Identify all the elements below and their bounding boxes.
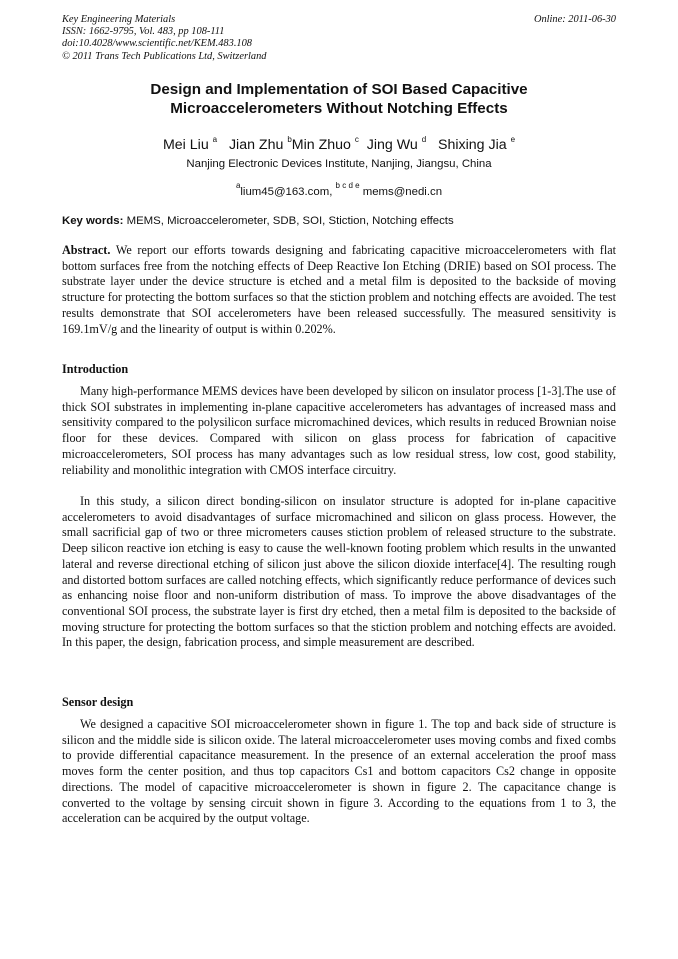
author-name: Jing Wu: [366, 137, 418, 153]
paragraph: We designed a capacitive SOI microaccelerometer shown in figure 1. The top and back side of structure is silicon and the middle side is silicon oxide. The lateral microaccelerometer uses moving combs and fixed combs to provide differential capacitance measurement. In the presence of an external acceleration the proof mass moves form the center position, and thus top capacitors Cs1 and bottom capacitors Cs2 change in opposite directions. The model of capacitive microaccelerometer is shown in figure 2. The capacitance change is converted to the voltage by sensing circuit shown in figure 3. According to the equations from 1 to 3, the acceleration can be acquired by the output voltage.: [62, 717, 616, 826]
title-line-1: Design and Implementation of SOI Based Capacitive: [150, 81, 528, 98]
doi-line: doi:10.4028/www.scientific.net/KEM.483.108: [62, 38, 252, 50]
section-heading-introduction: Introduction: [62, 362, 129, 376]
email-line: [62, 178, 616, 200]
author-mark: c: [354, 135, 359, 144]
author-mark: e: [510, 135, 516, 144]
journal-name: Key Engineering Materials: [62, 14, 176, 25]
running-header: [62, 14, 616, 63]
author-name: Mei Liu: [162, 137, 209, 153]
email-mark: a: [235, 181, 241, 190]
paper-title: [62, 80, 616, 118]
affiliation: Nanjing Electronic Devices Institute, Nanjing, Jiangsu, China: [186, 158, 492, 170]
keywords-text: MEMS, Microaccelerometer, SDB, SOI, Stiction, Notching effects: [126, 215, 454, 227]
paragraph: Many high-performance MEMS devices have been developed by silicon on insulator process [1-3].The use of thick SOI substrates in implementing in-plane capacitive accelerometers has advantages of increased mass and sensitivity compared to the polysilicon surface micromachined devices, which results in reduced Brownian noise floor for these devices. Compared with silicon on glass process for fabrication of capacitive microaccelerometers, SOI process has many advantages such as low residual stress, low cost, good stability, reliability and monolithic integration with CMOS interface circuitry.: [62, 384, 616, 477]
section-heading-sensor-design: Sensor design: [62, 695, 134, 709]
paragraph: In this study, a silicon direct bonding-silicon on insulator structure is adopted for in-plane capacitive accelerometers to avoid disadvantages of surface micromachined and silicon on glass process. However, the small sacrificial gap of two or three micrometers causes stiction problem of released structure to the substrate. Deep silicon reactive ion etching is easy to cause the well-known footing problem which results in the unwanted lateral and reverse directional etching of silicon just above the silicon dioxide interface[4]. The resulting rough and distorted bottom surfaces are called notching effects, which significantly reduce performance of devices such as enhancing noise floor and non-uniform distribution of mass. To improve the above disadvantages of the conventional SOI process, the substrate layer is first dry etched, then a metal film is deposited to the backside of moving structure for protecting the bottom surfaces so that the stiction problem and notching effects are avoided. In this paper, the design, fabrication process, and simple measurement are described.: [62, 494, 616, 650]
author-mark: a: [212, 135, 218, 144]
abstract-label: Abstract.: [62, 243, 111, 257]
issn-line: ISSN: 1662-9795, Vol. 483, pp 108-111: [62, 26, 225, 38]
author-list: [62, 131, 616, 154]
abstract-text: We report our efforts towards designing and fabricating capacitive microaccelerometers with flat bottom surfaces free from the notching effects of Deep Reactive Ion Etching (DRIE) based on SOI process. The substrate layer under the device structure is etched and a metal film is deposited to the backside of moving structure for protecting the bottom surfaces so that the stiction problem and notching effects are avoided. The test results demonstrate that SOI accelerometers have been released successfully. The measured sensitivity is 169.1mV/g and the linearity of output is within 0.202%.: [62, 243, 617, 336]
online-date: Online: 2011-06-30: [533, 14, 616, 25]
email-link[interactable]: mems@nedi.cn: [362, 186, 443, 198]
author-name: Min Zhuo: [291, 137, 351, 153]
author-name: Jian Zhu: [228, 137, 284, 153]
author-mark: d: [421, 135, 427, 144]
author-name: Shixing Jia: [438, 137, 507, 153]
keywords-label: Key words:: [62, 215, 124, 227]
author-mark: b: [287, 135, 292, 144]
title-line-2: Microaccelerometers Without Notching Effects: [170, 100, 508, 117]
abstract: [62, 243, 616, 337]
keywords: [62, 214, 616, 229]
copyright-line: © 2011 Trans Tech Publications Ltd, Switzerland: [62, 50, 267, 62]
email-link[interactable]: lium45@163.com,: [240, 186, 333, 198]
email-mark: b c d e: [335, 181, 360, 190]
